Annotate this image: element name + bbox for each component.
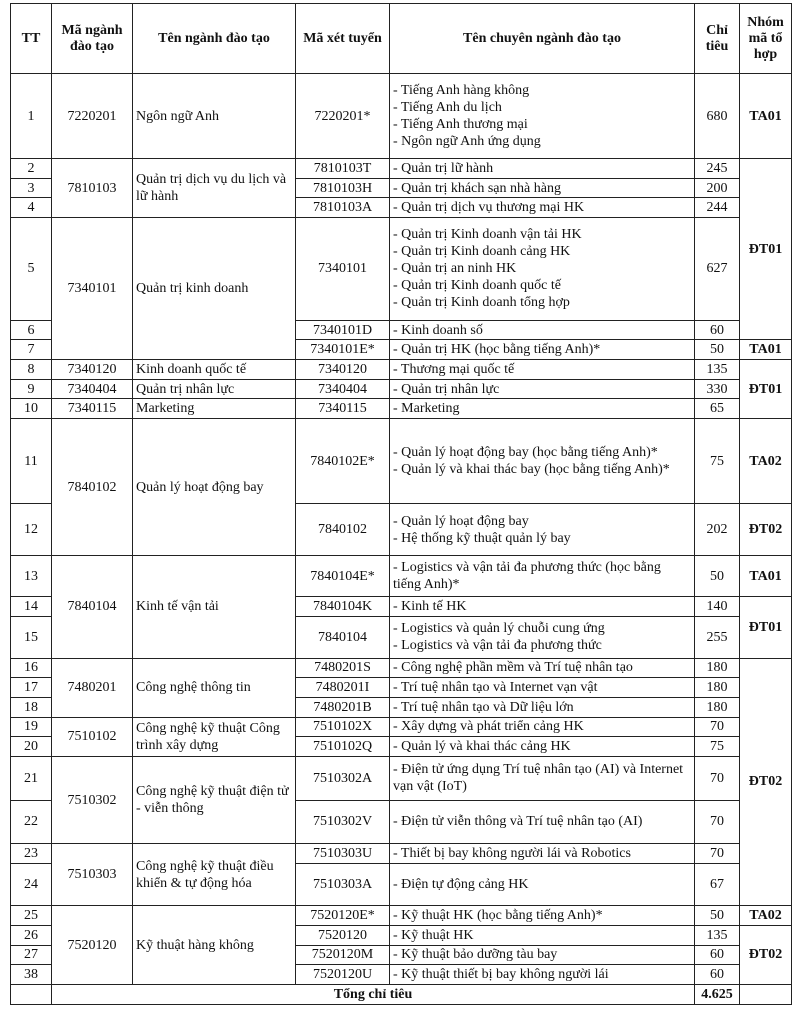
- specializations: [390, 965, 695, 985]
- admission-code: 7340120: [296, 360, 390, 380]
- specializations: [390, 678, 695, 698]
- specialization-item: - Kinh tế HK: [393, 599, 467, 615]
- admission-code: 7840104K: [296, 597, 390, 617]
- admission-code: 7510102Q: [296, 737, 390, 757]
- specialization-item: - Quản trị Kinh doanh vận tải HK: [393, 227, 582, 243]
- admission-code: 7520120M: [296, 945, 390, 965]
- row-tt: 27: [11, 945, 52, 965]
- specialization-item: - Quản trị an ninh HK: [393, 261, 517, 277]
- quota: 70: [695, 717, 740, 737]
- program-code: 7340404: [52, 379, 133, 399]
- program-name: Kinh doanh quốc tế: [133, 360, 296, 380]
- specializations: [390, 198, 695, 218]
- row-tt: 16: [11, 658, 52, 678]
- row-tt: 3: [11, 178, 52, 198]
- quota: 60: [695, 945, 740, 965]
- specializations: [390, 925, 695, 945]
- specializations: [390, 340, 695, 360]
- specializations: [390, 737, 695, 757]
- subject-group: ĐT01: [740, 597, 792, 658]
- quota: 244: [695, 198, 740, 218]
- quota: 60: [695, 965, 740, 985]
- total-row: [11, 985, 792, 1005]
- specialization-item: - Quản lý hoạt động bay: [393, 513, 529, 529]
- quota: 75: [695, 419, 740, 504]
- program-code: 7340120: [52, 360, 133, 380]
- quota: 50: [695, 340, 740, 360]
- table-row: [11, 906, 792, 926]
- table-row: [11, 360, 792, 380]
- specialization-item: - Quản trị HK (học bằng tiếng Anh)*: [393, 342, 601, 358]
- admission-code: 7520120E*: [296, 906, 390, 926]
- program-name: Ngôn ngữ Anh: [133, 74, 296, 159]
- program-code: 7510303: [52, 844, 133, 906]
- row-tt: 13: [11, 555, 52, 596]
- admission-code: 7340404: [296, 379, 390, 399]
- table-row: [11, 717, 792, 737]
- row-tt: 9: [11, 379, 52, 399]
- specialization-item: - Quản trị dịch vụ thương mại HK: [393, 200, 585, 216]
- program-name: Kỹ thuật hàng không: [133, 906, 296, 985]
- specialization-item: - Quản trị Kinh doanh tổng hợp: [393, 295, 570, 311]
- admission-code: 7510303U: [296, 844, 390, 864]
- specialization-item: - Kinh doanh số: [393, 322, 483, 338]
- table-row: [11, 218, 792, 321]
- program-code: 7520120: [52, 906, 133, 985]
- admission-code: 7340101: [296, 218, 390, 321]
- quota: 70: [695, 844, 740, 864]
- subject-group: ĐT02: [740, 925, 792, 984]
- quota: 65: [695, 399, 740, 419]
- row-tt: 14: [11, 597, 52, 617]
- table-row: [11, 757, 792, 801]
- header-ma-xet-tuyen: Mã xét tuyển: [296, 4, 390, 74]
- table-row: [11, 658, 792, 678]
- quota: 75: [695, 737, 740, 757]
- specializations: [390, 399, 695, 419]
- specialization-item: - Tiếng Anh du lịch: [393, 100, 502, 115]
- table-row: [11, 844, 792, 864]
- program-name: Quản trị kinh doanh: [133, 218, 296, 360]
- row-tt: 10: [11, 399, 52, 419]
- specializations: [390, 697, 695, 717]
- specialization-item: - Marketing: [393, 401, 460, 417]
- specializations: [390, 218, 695, 321]
- row-tt: 18: [11, 697, 52, 717]
- program-name: Công nghệ thông tin: [133, 658, 296, 717]
- program-name: Quản trị nhân lực: [133, 379, 296, 399]
- row-tt: 5: [11, 218, 52, 321]
- row-tt: 8: [11, 360, 52, 380]
- admission-code: 7840104E*: [296, 555, 390, 596]
- quota: 627: [695, 218, 740, 321]
- specializations: [390, 159, 695, 179]
- admission-code: 7340101E*: [296, 340, 390, 360]
- row-tt: 24: [11, 863, 52, 906]
- specialization-item: - Kỹ thuật bảo dưỡng tàu bay: [393, 947, 558, 963]
- total-label: Tổng chỉ tiêu: [52, 985, 695, 1005]
- admission-code: 7480201B: [296, 697, 390, 717]
- row-tt: 12: [11, 504, 52, 556]
- quota: 180: [695, 697, 740, 717]
- specialization-item: - Quản trị khách sạn nhà hàng: [393, 180, 561, 196]
- table-row: [11, 159, 792, 179]
- admission-code: 7510302A: [296, 757, 390, 801]
- row-tt: 21: [11, 757, 52, 801]
- subject-group: ĐT02: [740, 504, 792, 556]
- quota: 180: [695, 658, 740, 678]
- admission-code: 7840104: [296, 617, 390, 658]
- specializations: [390, 658, 695, 678]
- specializations: [390, 504, 695, 556]
- row-tt: 23: [11, 844, 52, 864]
- program-code: 7810103: [52, 159, 133, 218]
- program-code: 7510102: [52, 717, 133, 756]
- specialization-item: - Kỹ thuật thiết bị bay không người lái: [393, 967, 609, 983]
- specializations: [390, 945, 695, 965]
- program-code: 7340115: [52, 399, 133, 419]
- specialization-item: - Quản trị nhân lực: [393, 381, 500, 397]
- table-row: [11, 74, 792, 159]
- specializations: [390, 863, 695, 906]
- admission-code: 7520120: [296, 925, 390, 945]
- specializations: [390, 717, 695, 737]
- specialization-item: - Quản trị Kinh doanh quốc tế: [393, 278, 561, 294]
- specializations: [390, 597, 695, 617]
- specialization-item: - Quản lý hoạt động bay (học bằng tiếng Anh)*: [393, 445, 658, 461]
- admission-code: 7340101D: [296, 320, 390, 340]
- specializations: [390, 555, 695, 596]
- program-name: Công nghệ kỹ thuật Công trình xây dựng: [133, 717, 296, 756]
- specializations: [390, 74, 695, 159]
- quota: 135: [695, 360, 740, 380]
- subject-group: TA01: [740, 74, 792, 159]
- specialization-item: - Hệ thống kỹ thuật quản lý bay: [393, 530, 571, 546]
- header-row: [11, 4, 792, 74]
- header-ten-nganh: Tên ngành đào tạo: [133, 4, 296, 74]
- specializations: [390, 800, 695, 844]
- table-row: [11, 555, 792, 596]
- row-tt: 15: [11, 617, 52, 658]
- specialization-item: - Logistics và vận tải đa phương thức (học bằng tiếng Anh)*: [393, 560, 661, 593]
- quota: 70: [695, 800, 740, 844]
- specialization-item: - Trí tuệ nhân tạo và Dữ liệu lớn: [393, 699, 574, 715]
- specialization-item: - Công nghệ phần mềm và Trí tuệ nhân tạo: [393, 660, 633, 676]
- row-tt: 22: [11, 800, 52, 844]
- specialization-item: - Quản trị Kinh doanh cảng HK: [393, 244, 571, 260]
- specialization-item: - Tiếng Anh hàng không: [393, 83, 530, 98]
- table-row: [11, 379, 792, 399]
- header-chi-tieu: Chỉ tiêu: [695, 4, 740, 74]
- specialization-item: - Kỹ thuật HK: [393, 927, 474, 943]
- specialization-item: - Thương mại quốc tế: [393, 361, 515, 377]
- specializations: [390, 419, 695, 504]
- specialization-item: - Logistics và quản lý chuỗi cung ứng: [393, 621, 605, 637]
- specialization-item: - Quản lý và khai thác cảng HK: [393, 739, 571, 755]
- admission-code: 7520120U: [296, 965, 390, 985]
- quota: 140: [695, 597, 740, 617]
- header-ma-nganh: Mã ngành đào tạo: [52, 4, 133, 74]
- total-blank: [11, 985, 52, 1005]
- subject-group: TA02: [740, 419, 792, 504]
- quota: 67: [695, 863, 740, 906]
- specialization-item: - Logistics và vận tải đa phương thức: [393, 638, 602, 654]
- specializations: [390, 844, 695, 864]
- admission-code: 7510302V: [296, 800, 390, 844]
- specialization-item: - Điện tử ứng dụng Trí tuệ nhân tạo (AI) và Internet vạn vật (IoT): [393, 762, 684, 795]
- subject-group: ĐT02: [740, 658, 792, 906]
- admission-code: 7810103T: [296, 159, 390, 179]
- subject-group: TA01: [740, 555, 792, 596]
- quota: 200: [695, 178, 740, 198]
- specialization-item: - Ngôn ngữ Anh ứng dụng: [393, 134, 541, 149]
- subject-group: ĐT01: [740, 159, 792, 340]
- admission-code: 7480201S: [296, 658, 390, 678]
- row-tt: 25: [11, 906, 52, 926]
- row-tt: 1: [11, 74, 52, 159]
- row-tt: 17: [11, 678, 52, 698]
- specialization-item: - Điện tự động cảng HK: [393, 877, 529, 893]
- row-tt: 6: [11, 320, 52, 340]
- specialization-item: - Tiếng Anh thương mại: [393, 117, 528, 132]
- program-name: Công nghệ kỹ thuật điện tử - viễn thông: [133, 757, 296, 844]
- subject-group: TA02: [740, 906, 792, 926]
- admission-code: 7510102X: [296, 717, 390, 737]
- quota: 50: [695, 555, 740, 596]
- admission-code: 7810103A: [296, 198, 390, 218]
- program-name: Quản lý hoạt động bay: [133, 419, 296, 556]
- row-tt: 11: [11, 419, 52, 504]
- row-tt: 19: [11, 717, 52, 737]
- admission-code: 7840102: [296, 504, 390, 556]
- quota: 70: [695, 757, 740, 801]
- specialization-item: - Điện tử viễn thông và Trí tuệ nhân tạo (AI): [393, 814, 643, 830]
- quota: 60: [695, 320, 740, 340]
- quota: 330: [695, 379, 740, 399]
- program-code: 7840102: [52, 419, 133, 556]
- header-tt: TT: [11, 4, 52, 74]
- admission-code: 7480201I: [296, 678, 390, 698]
- program-code: 7840104: [52, 555, 133, 658]
- header-nhom-to-hop: Nhóm mã tổ hợp: [740, 4, 792, 74]
- specialization-item: - Quản lý và khai thác bay (học bằng tiếng Anh)*: [393, 462, 670, 478]
- row-tt: 20: [11, 737, 52, 757]
- quota: 245: [695, 159, 740, 179]
- specialization-item: - Xây dựng và phát triển cảng HK: [393, 719, 584, 735]
- program-name: Quản trị dịch vụ du lịch và lữ hành: [133, 159, 296, 218]
- specializations: [390, 757, 695, 801]
- row-tt: 4: [11, 198, 52, 218]
- subject-group: TA01: [740, 340, 792, 360]
- specializations: [390, 178, 695, 198]
- admission-code: 7840102E*: [296, 419, 390, 504]
- quota: 680: [695, 74, 740, 159]
- table-row: [11, 399, 792, 419]
- specialization-item: - Quản trị lữ hành: [393, 160, 494, 176]
- program-name: Kinh tế vận tải: [133, 555, 296, 658]
- specializations: [390, 320, 695, 340]
- table-row: [11, 419, 792, 504]
- row-tt: 2: [11, 159, 52, 179]
- specializations: [390, 360, 695, 380]
- quota: 135: [695, 925, 740, 945]
- admission-code: 7340115: [296, 399, 390, 419]
- specialization-item: - Trí tuệ nhân tạo và Internet vạn vật: [393, 680, 598, 696]
- header-ten-chuyen-nganh: Tên chuyên ngành đào tạo: [390, 4, 695, 74]
- program-code: 7340101: [52, 218, 133, 360]
- quota: 180: [695, 678, 740, 698]
- admission-code: 7810103H: [296, 178, 390, 198]
- specializations: [390, 617, 695, 658]
- admission-code: 7510303A: [296, 863, 390, 906]
- total-value: 4.625: [695, 985, 740, 1005]
- row-tt: 38: [11, 965, 52, 985]
- specializations: [390, 906, 695, 926]
- program-name: Công nghệ kỹ thuật điều khiển & tự động hóa: [133, 844, 296, 906]
- program-code: 7510302: [52, 757, 133, 844]
- program-code: 7480201: [52, 658, 133, 717]
- specializations: [390, 379, 695, 399]
- quota: 255: [695, 617, 740, 658]
- quota: 50: [695, 906, 740, 926]
- row-tt: 7: [11, 340, 52, 360]
- admission-code: 7220201*: [296, 74, 390, 159]
- admission-quota-table: [10, 3, 792, 1005]
- specialization-item: - Kỹ thuật HK (học bằng tiếng Anh)*: [393, 908, 603, 924]
- row-tt: 26: [11, 925, 52, 945]
- program-code: 7220201: [52, 74, 133, 159]
- quota: 202: [695, 504, 740, 556]
- subject-group: ĐT01: [740, 360, 792, 419]
- program-name: Marketing: [133, 399, 296, 419]
- specialization-item: - Thiết bị bay không người lái và Robotics: [393, 845, 631, 861]
- total-blank: [740, 985, 792, 1005]
